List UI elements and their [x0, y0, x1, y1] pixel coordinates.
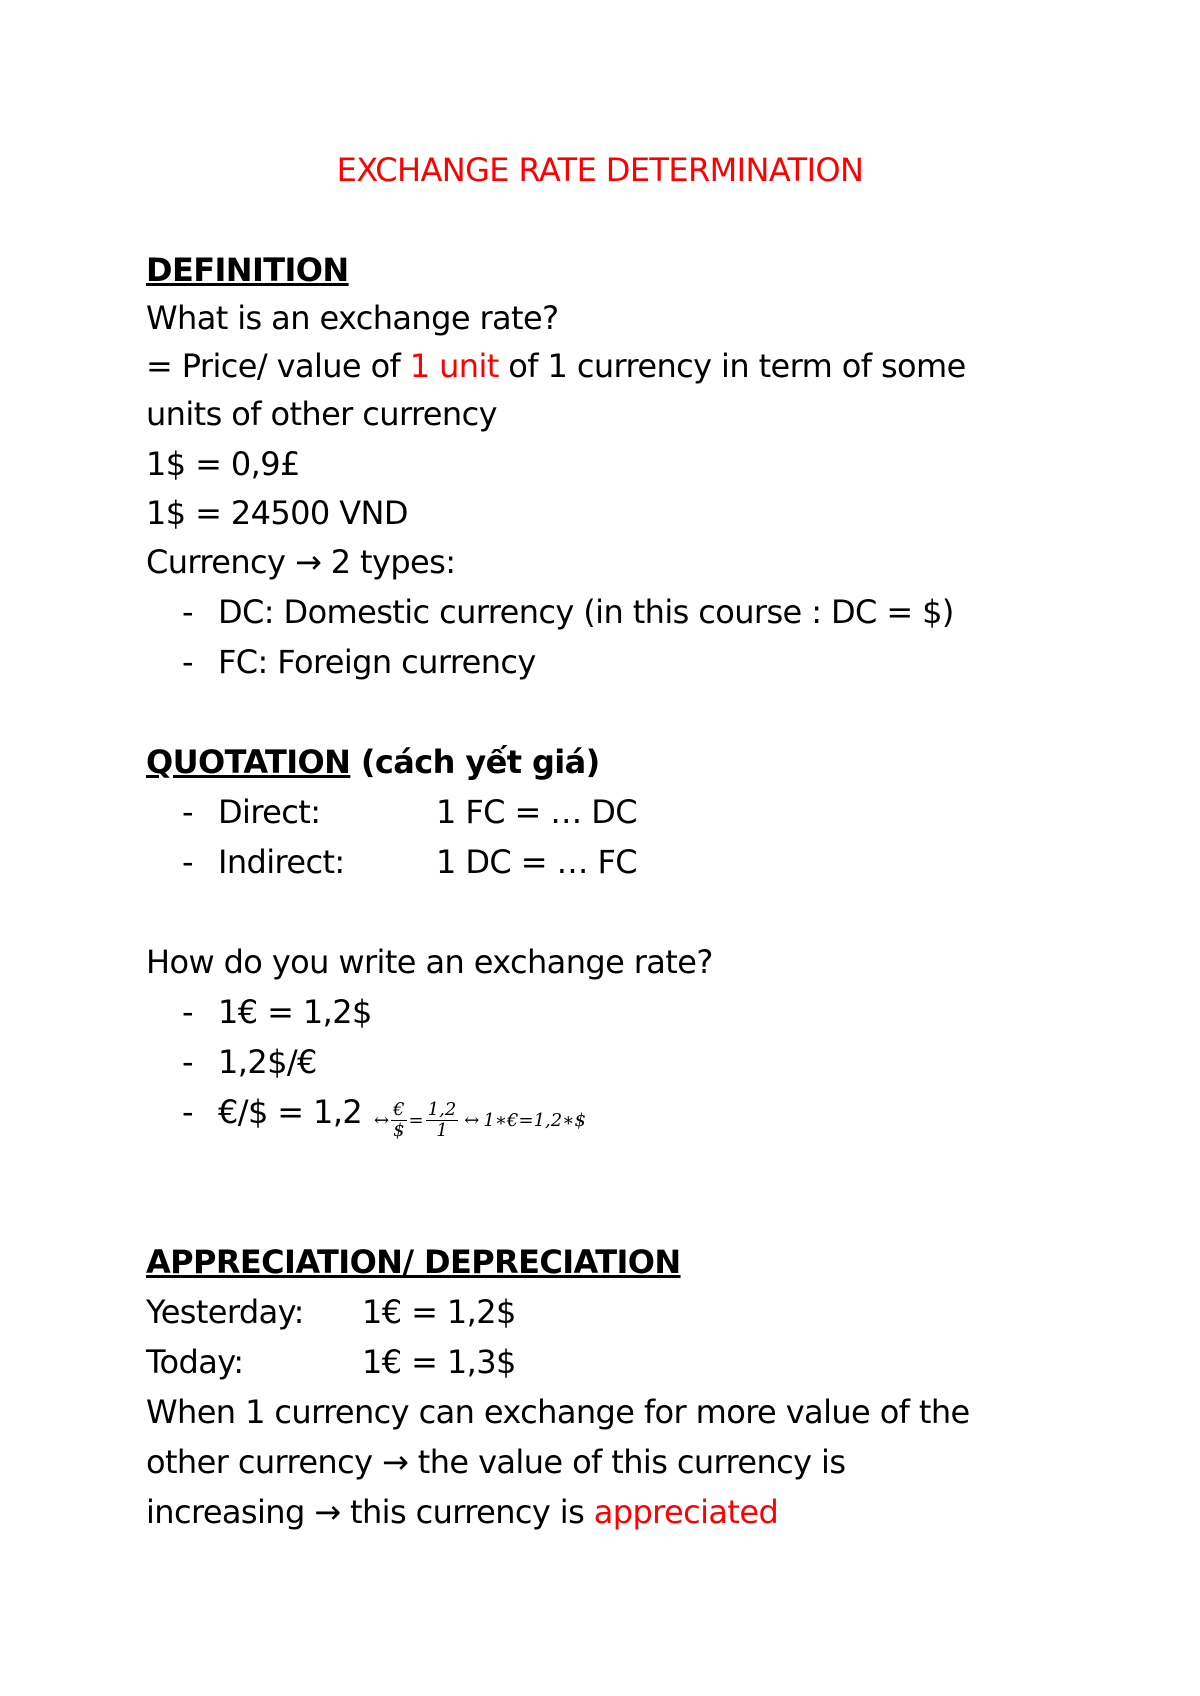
appreciation-row-label: Today: — [146, 1343, 244, 1381]
appreciation-row-value: 1€ = 1,3$ — [362, 1343, 516, 1381]
quotation-label: Direct: — [218, 793, 321, 831]
formula-fraction-numerator: € — [393, 1099, 405, 1120]
appreciation-paragraph-line — [146, 1492, 778, 1532]
appreciation-heading: APPRECIATION/ DEPRECIATION — [146, 1243, 681, 1281]
writing-item: €/$ = 1,2 — [218, 1093, 363, 1131]
formula-equals: = — [408, 1110, 424, 1131]
quotation-heading-note: (cách yết giá) — [350, 743, 600, 781]
currency-type-item: DC: Domestic currency (in this course : DC = $) — [218, 593, 954, 631]
formula-fraction-denominator: $ — [393, 1120, 405, 1141]
appreciation-paragraph-line: When 1 currency can exchange for more value of the — [146, 1393, 970, 1431]
definition-answer-part2: of 1 currency in term of some — [498, 347, 966, 385]
quotation-label: Indirect: — [218, 843, 345, 881]
definition-answer — [146, 346, 966, 386]
currency-types-line: Currency → 2 types: — [146, 543, 456, 581]
quotation-value: 1 DC = … FC — [436, 843, 637, 881]
formula-arrow: ↔ — [464, 1110, 480, 1131]
formula-fraction — [426, 1100, 459, 1141]
formula-tail: 1∗€=1,2∗$ — [483, 1110, 586, 1131]
bullet-dash: - — [182, 643, 194, 681]
document-title: EXCHANGE RATE DETERMINATION — [336, 151, 864, 189]
bullet-dash: - — [182, 1043, 194, 1081]
quotation-heading: QUOTATION — [146, 743, 351, 781]
appreciation-row-label: Yesterday: — [146, 1293, 304, 1331]
appreciation-row-value: 1€ = 1,2$ — [362, 1293, 516, 1331]
formula-arrow: ↔ — [374, 1110, 390, 1131]
writing-question: How do you write an exchange rate? — [146, 943, 713, 981]
appreciation-paragraph-line: other currency → the value of this currency is — [146, 1443, 846, 1481]
writing-item: 1€ = 1,2$ — [218, 993, 372, 1031]
bullet-dash: - — [182, 1093, 194, 1131]
formula-fraction-denominator: 1 — [436, 1120, 448, 1141]
definition-example-1: 1$ = 0,9£ — [146, 445, 300, 483]
definition-answer-highlight: 1 unit — [409, 347, 499, 385]
appreciated-highlight: appreciated — [593, 1493, 779, 1531]
definition-example-2: 1$ = 24500 VND — [146, 494, 408, 532]
definition-question: What is an exchange rate? — [146, 299, 559, 337]
definition-answer-part1: = Price/ value of — [146, 347, 410, 385]
bullet-dash: - — [182, 843, 194, 881]
formula-fraction — [391, 1100, 406, 1141]
bullet-dash: - — [182, 793, 194, 831]
bullet-dash: - — [182, 993, 194, 1031]
quotation-heading-line — [146, 742, 600, 782]
definition-heading: DEFINITION — [146, 251, 349, 289]
appreciation-paragraph-prefix: increasing → this currency is — [146, 1493, 594, 1531]
definition-answer-line2: units of other currency — [146, 395, 497, 433]
writing-item: 1,2$/€ — [218, 1043, 317, 1081]
currency-type-item: FC: Foreign currency — [218, 643, 536, 681]
quotation-value: 1 FC = … DC — [436, 793, 637, 831]
exchange-rate-formula — [374, 1100, 586, 1141]
bullet-dash: - — [182, 593, 194, 631]
formula-fraction-numerator: 1,2 — [427, 1099, 457, 1120]
